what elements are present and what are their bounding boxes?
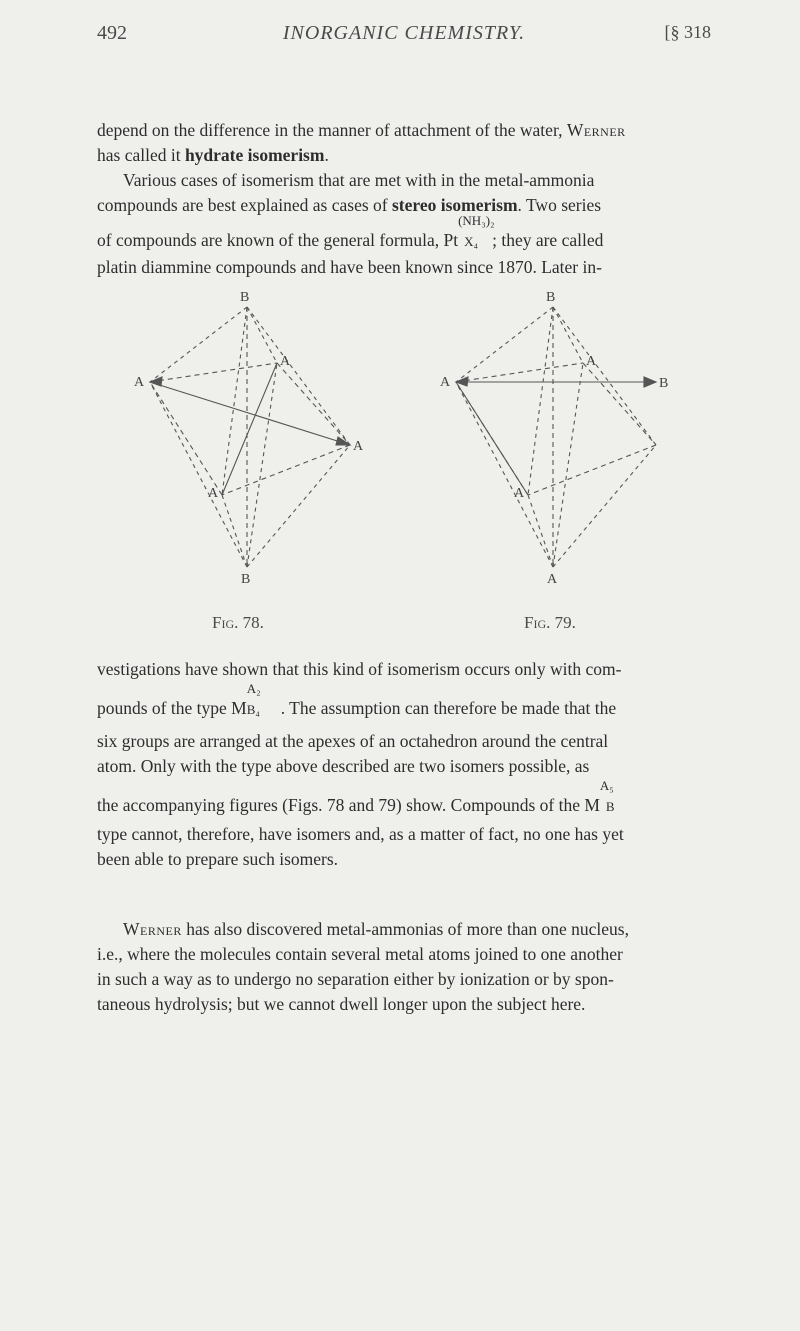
text-line: type cannot, therefore, have isomers and, as a matter of fact, no one has yet (97, 824, 624, 844)
text-line: vestigations have shown that this kind of isomerism occurs only with com- (97, 659, 622, 679)
vertex-label-front: A (208, 486, 219, 501)
author-name: Werner (566, 120, 626, 140)
octahedron-diagram (134, 285, 370, 587)
text-line: depend on the difference in the manner of attachment of the water, Werner (97, 120, 626, 140)
vertex-label-bottom: B (241, 572, 251, 587)
figure-79-octahedron (440, 285, 676, 587)
text-line: Various cases of isomerism that are met with in the metal-ammonia (123, 170, 595, 190)
paragraph-octahedron (97, 657, 711, 872)
figure-78-octahedron (134, 285, 370, 587)
text-line: compounds are best explained as cases of stereo isomerism. Two series (97, 195, 602, 215)
text-line: in such a way as to undergo no separation either by ionization or by spon- (97, 969, 614, 989)
vertex-label-left: A (134, 375, 145, 390)
paragraph-hydrate-isomerism (97, 118, 711, 168)
formula-line: of compounds are known of the general formula, Pt (NH₃)₂ X₄ ; they are called (97, 213, 604, 250)
vertex-label-top: B (240, 290, 250, 305)
vertex-label-left: A (440, 375, 451, 390)
text-line: atom. Only with the type above described are two isomers possible, as (97, 756, 590, 776)
author-name: Werner (123, 919, 182, 939)
vertex-label-back: A (280, 354, 291, 369)
formula-type-a2b4: A₂ B₄ (246, 681, 261, 717)
vertex-label-right: A (353, 439, 364, 454)
vertex-label-top: B (546, 290, 556, 305)
vertex-label-front: A (514, 486, 525, 501)
text-line: has called it hydrate isomerism. (97, 145, 329, 165)
formula-line: the accompanying figures (Figs. 78 and 79) show. Compounds of the M A₅ B (97, 791, 711, 818)
page-number: 492 (97, 22, 127, 44)
running-title: INORGANIC CHEMISTRY. (282, 22, 526, 44)
text-line: taneous hydrolysis; but we cannot dwell longer upon the subject here. (97, 994, 586, 1014)
vertex-label-right: B (659, 376, 669, 391)
text-line: six groups are arranged at the apexes of an octahedron around the central (97, 731, 609, 751)
text-line: i.e., where the molecules contain several metal atoms joined to one another (97, 944, 623, 964)
figure-78-caption: Fig. 78. (212, 613, 264, 632)
octahedron-diagram (440, 285, 676, 587)
running-header (97, 22, 711, 50)
term-stereo-isomerism: stereo isomerism (391, 195, 518, 215)
section-number: [§ 318 (664, 22, 711, 42)
formula-line: pounds of the type M A₂ B₄ . The assumption can therefore be made that the (97, 681, 617, 718)
formula-type-a5b: A₅ B (599, 778, 615, 814)
vertex-label-bottom: A (547, 572, 558, 587)
text-line: platin diammine compounds and have been known since 1870. Later in- (97, 257, 602, 277)
text-line: been able to prepare such isomers. (97, 849, 339, 869)
vertex-label-back: A (586, 354, 597, 369)
text-line: Werner has also discovered metal-ammonias of more than one nucleus, (123, 919, 629, 939)
figure-79-caption: Fig. 79. (524, 613, 576, 632)
paragraph-stereo-isomerism (97, 168, 711, 280)
formula-substituents: (NH₃)₂ X₄ (458, 213, 495, 249)
paragraph-multinuclear (97, 917, 711, 1017)
term-hydrate-isomerism: hydrate isomerism (184, 145, 325, 165)
